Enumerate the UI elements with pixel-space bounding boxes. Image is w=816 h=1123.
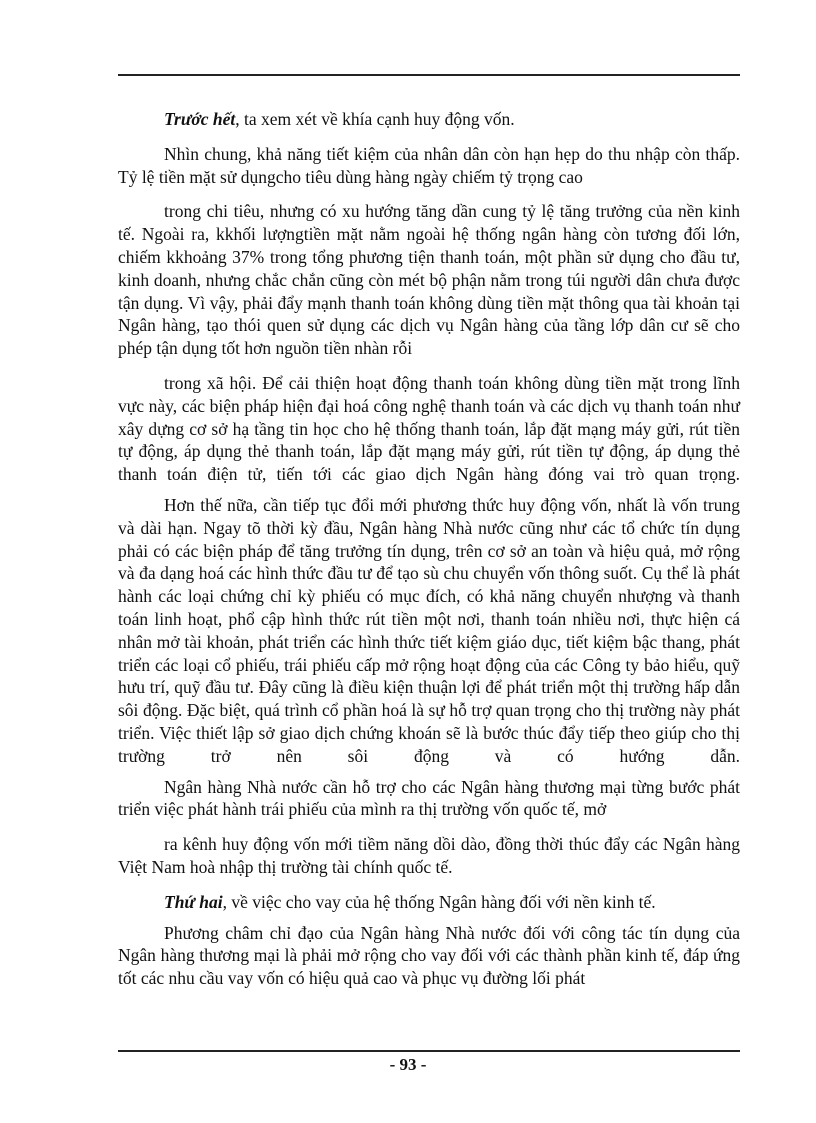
footer-rule <box>118 1050 740 1052</box>
paragraph-9: Phương châm chỉ đạo của Ngân hàng Nhà nước đối với công tác tín dụng của Ngân hàng thương mại là phải mở rộng cho vay đối với các thành phần kinh tế, đáp ứng tốt các nhu cầu vay vốn có hiệu quả cao và phục vụ đường lối phát <box>118 922 740 989</box>
page-body <box>118 108 740 990</box>
paragraph-2: Nhìn chung, khả năng tiết kiệm của nhân dân còn hạn hẹp do thu nhập còn thấp. Tỷ lệ tiền mặt sử dụngcho tiêu dùng hàng ngày chiếm tỷ trọng cao <box>118 143 740 187</box>
paragraph-7: ra kênh huy động vốn mới tiềm năng dồi dào, đồng thời thúc đẩy các Ngân hàng Việt Nam hoà nhập thị trường tài chính quốc tế. <box>118 834 740 877</box>
paragraph-text: , về việc cho vay của hệ thống Ngân hàng đối với nền kinh tế. <box>222 891 656 912</box>
paragraph-5: Hơn thế nữa, cần tiếp tục đổi mới phương thức huy động vốn, nhất là vốn trung và dài hạn. Ngay tõ thời kỳ đầu, Ngân hàng Nhà nước cũng như các tổ chức tín dụng phải có các biện pháp để tăng trưởng tín dụng, trên cơ sở an toàn và hiệu quả, mở rộng và đa dạng hoá các hình thức đầu tư để tạo sù chu chuyển vốn thông suốt. Cụ thể là phát hành các loại chứng chỉ kỳ phiếu có mục đích, có khả năng chuyển nhượng và thanh toán linh hoạt, phổ cập hình thức rút tiền một nơi, thanh toán nhiều nơi, thực hiện cá nhân mở tài khoản, phát triển các hình thức tiết kiệm giáo dục, tiết kiệm bậc thang, phát triển các loại cổ phiếu, trái phiếu cấp mở rộng hoạt động của các Công ty bảo hiểu, quỹ hưu trí, quỹ đầu tư. Đây cũng là điều kiện thuận lợi để phát triển một thị trường hấp dẫn sôi động. Đặc biệt, quá trình cổ phần hoá là sự hỗ trợ quan trọng cho thị trường này phát triển. Việc thiết lập sở giao dịch chứng khoán sẽ là bước thúc đẩy tiếp theo giúp cho thị trường trở nên sôi động và có hướng dẫn. <box>118 494 740 766</box>
paragraph-text: , ta xem xét về khía cạnh huy động vốn. <box>235 109 515 129</box>
page-number: - 93 - <box>389 1055 427 1074</box>
paragraph-3: trong chi tiêu, nhưng có xu hướng tăng dần cung tỷ lệ tăng trưởng của nền kinh tế. Ngoài ra, kkhối lượngtiền mặt nằm ngoài hệ thống ngân hàng còn tương đối lớn, chiếm kkhoảng 37% trong tổng phương tiện thanh toán, một phần sử dụng cho đầu tư, kinh doanh, nhưng chắc chắn cũng còn mét bộ phận nằm trong túi người dân chưa được tận dụng. Vì vậy, phải đẩy mạnh thanh toán không dùng tiền mặt thông qua tài khoản tại Ngân hàng, tạo thói quen sử dụng các dịch vụ Ngân hàng của tầng lớp dân cư sẽ cho phép tận dụng tốt hơn nguồn tiền nhàn rỗi <box>118 201 740 359</box>
lead-phrase-2: Thứ hai <box>164 891 223 912</box>
paragraph-4: trong xã hội. Để cải thiện hoạt động thanh toán không dùng tiền mặt trong lĩnh vực này, các biện pháp hiện đại hoá công nghệ thanh toán và các dịch vụ thanh toán như xây dựng cơ sở hạ tầng tin học cho hệ thống thanh toán, lắp đặt mạng máy gửi, rút tiền tự động, áp dụng thẻ thanh toán, lắp đặt mạng máy gửi, rút tiền tự động, áp dụng thẻ thanh toán điện tử, tiến tới các giao dịch Ngân hàng đóng vai trò quan trọng. <box>118 372 740 485</box>
lead-phrase-1: Trước hết <box>164 109 236 129</box>
paragraph-8 <box>118 891 740 914</box>
header-rule <box>118 74 740 76</box>
paragraph-1 <box>118 108 740 131</box>
paragraph-6: Ngân hàng Nhà nước cần hỗ trợ cho các Ngân hàng thương mại từng bước phát triển việc phát hành trái phiếu của mình ra thị trường vốn quốc tế, mở <box>118 776 740 820</box>
